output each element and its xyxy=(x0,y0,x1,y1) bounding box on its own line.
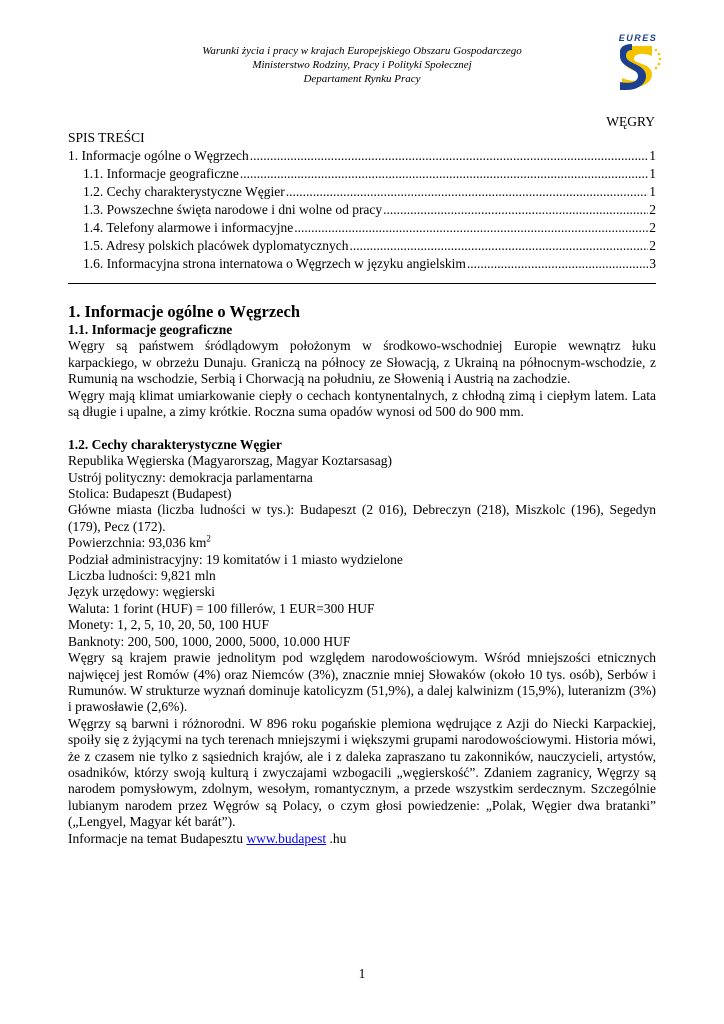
eu-stars-icon xyxy=(655,49,662,70)
header-line-3: Departament Rynku Pracy xyxy=(303,73,421,85)
budapest-link[interactable]: www.budapest xyxy=(246,830,327,846)
fact-banknotes: Banknoty: 200, 500, 1000, 2000, 5000, 10.000 HUF xyxy=(68,633,351,649)
toc-entry-label: 1.4. Telefony alarmowe i informacyjne xyxy=(83,220,294,235)
budapest-info-prefix: Informacje na temat Budapesztu xyxy=(68,830,247,846)
fact-language: Język urzędowy: węgierski xyxy=(68,584,215,600)
country-name: WĘGRY xyxy=(606,114,655,129)
toc-entry[interactable] xyxy=(68,237,656,255)
section-title: 1. Informacje ogólne o Węgrzech xyxy=(68,302,301,321)
toc-entry[interactable] xyxy=(68,255,656,273)
toc-entry-label: 1.1. Informacje geograficzne xyxy=(83,166,239,181)
page-number: 1 xyxy=(358,966,366,981)
toc-entry-page: 2 xyxy=(649,238,656,253)
budapest-info-line xyxy=(68,831,656,847)
fact-area-text: Powierzchnia: 93,036 km xyxy=(68,535,207,551)
main-content xyxy=(68,302,656,847)
toc-entry[interactable] xyxy=(68,147,656,165)
fact-coins: Monety: 1, 2, 5, 10, 20, 50, 100 HUF xyxy=(68,617,270,633)
paragraph-ethnicity: Węgry są krajem prawie jednolitym pod względem narodowościowym. Wśród mniejszości etnicznych najwięcej jest Romów (4%) oraz Niemców (3%), znacznie mniej Słowaków (około 10 tys. osób), Serbów i Rumunów. W strukturze wyznań dominuje katolicyzm (51,9%), a dalej kalwinizm (15,9%), luteranizm (3%) i prawosławie (2,6%). xyxy=(68,650,656,715)
toc-entry-label: 1.5. Adresy polskich placówek dyplomatycznych xyxy=(83,238,349,253)
toc-entry-label: 1.3. Powszechne święta narodowe i dni wolne od pracy xyxy=(83,202,383,217)
fact-area xyxy=(68,535,656,551)
toc-entry-page: 1 xyxy=(649,148,656,163)
fact-republic: Republika Węgierska (Magyarorszag, Magyar Koztarsasag) xyxy=(68,453,392,469)
toc-entry[interactable] xyxy=(68,201,656,219)
paragraph-people: Węgrzy są barwni i różnorodni. W 896 roku pogańskie plemiona wędrujące z Azji do Niecki Karpackiej, spoiły się z żyjącymi na tych terenach mniejszymi i większymi grupami narodowościowymi. Historia mówi, że z czasem nie tylko z sąsiednich krajów, ale i z daleka zapraszano tu zakonników, nauczycieli, artystów, osadników, którzy swoją kulturą i zwyczajami wzbogacili „węgierskość”. Zdaniem zagranicy, Węgrzy są narodem pomysłowym, zdolnym, wesołym, romantycznym, a przede wszystkim serdecznym. Szczególnie lubianym narodem przez Węgrów są Polacy, o czym głosi powiedzenie: „Polak, Węgier dwa bratanki” („Lengyel, Magyar két barát”). xyxy=(68,715,656,830)
table-of-contents xyxy=(68,129,656,273)
fact-political-system: Ustrój polityczny: demokracja parlamentarna xyxy=(68,469,313,485)
toc-entry-page: 2 xyxy=(649,202,656,217)
toc-entry-page: 3 xyxy=(649,256,656,271)
toc-entry-page: 1 xyxy=(649,166,656,181)
paragraph-climate: Węgry mają klimat umiarkowanie ciepły o cechach kontynentalnych, z chłodną zimą i ciepłym latem. Lata są długie i upalne, a zimy krótkie. Roczna suma opadów wynosi od 500 do 900 mm. xyxy=(68,387,656,420)
toc-divider xyxy=(68,283,656,284)
toc-entry-label: 1.2. Cechy charakterystyczne Węgier xyxy=(83,184,285,199)
fact-area-superscript: 2 xyxy=(206,533,211,544)
fact-administrative-division: Podział administracyjny: 19 komitatów i 1 miasto wydzielone xyxy=(68,551,403,567)
paragraph-geography: Węgry są państwem śródlądowym położonym w środkowo-wschodniej Europie wewnątrz łuku karpackiego, w obrzeżu Dunaju. Graniczą na północy ze Słowacją, z Ukrainą na północnym-wschodzie, z Rumunią na wschodzie, Serbią i Chorwacją na południu, ze Słowenią i Austrią na zachodzie. xyxy=(68,338,656,387)
eures-logo-icon xyxy=(612,32,664,94)
page-header xyxy=(120,44,604,86)
header-line-2: Ministerstwo Rodziny, Pracy i Polityki Społecznej xyxy=(252,59,472,71)
fact-capital: Stolica: Budapeszt (Budapest) xyxy=(68,486,232,502)
subsection-title-geography: 1.1. Informacje geograficzne xyxy=(68,322,233,337)
toc-entry-label: 1. Informacje ogólne o Węgrzech xyxy=(68,148,249,163)
budapest-info-suffix: .hu xyxy=(326,830,347,846)
toc-title: SPIS TREŚCI xyxy=(68,130,145,145)
toc-entry[interactable] xyxy=(68,165,656,183)
header-line-1: Warunki życia i pracy w krajach Europejskiego Obszaru Gospodarczego xyxy=(202,45,522,57)
subsection-title-characteristics: 1.2. Cechy charakterystyczne Węgier xyxy=(68,436,282,452)
fact-currency: Waluta: 1 forint (HUF) = 100 fillerów, 1 EUR=300 HUF xyxy=(68,600,375,616)
fact-main-cities: Główne miasta (liczba ludności w tys.): Budapeszt (2 016), Debreczyn (218), Miszkolc (196), Segedyn (179), Pecz (172). xyxy=(68,502,656,534)
toc-entry[interactable] xyxy=(68,219,656,237)
eures-logo-text: EURES xyxy=(618,33,658,43)
toc-entry[interactable] xyxy=(68,183,656,201)
toc-entry-page: 1 xyxy=(649,184,656,199)
toc-entry-label: 1.6. Informacyjna strona internatowa o Węgrzech w języku angielskim xyxy=(83,256,466,271)
fact-population: Liczba ludności: 9,821 mln xyxy=(68,568,216,584)
toc-entry-page: 2 xyxy=(649,220,656,235)
